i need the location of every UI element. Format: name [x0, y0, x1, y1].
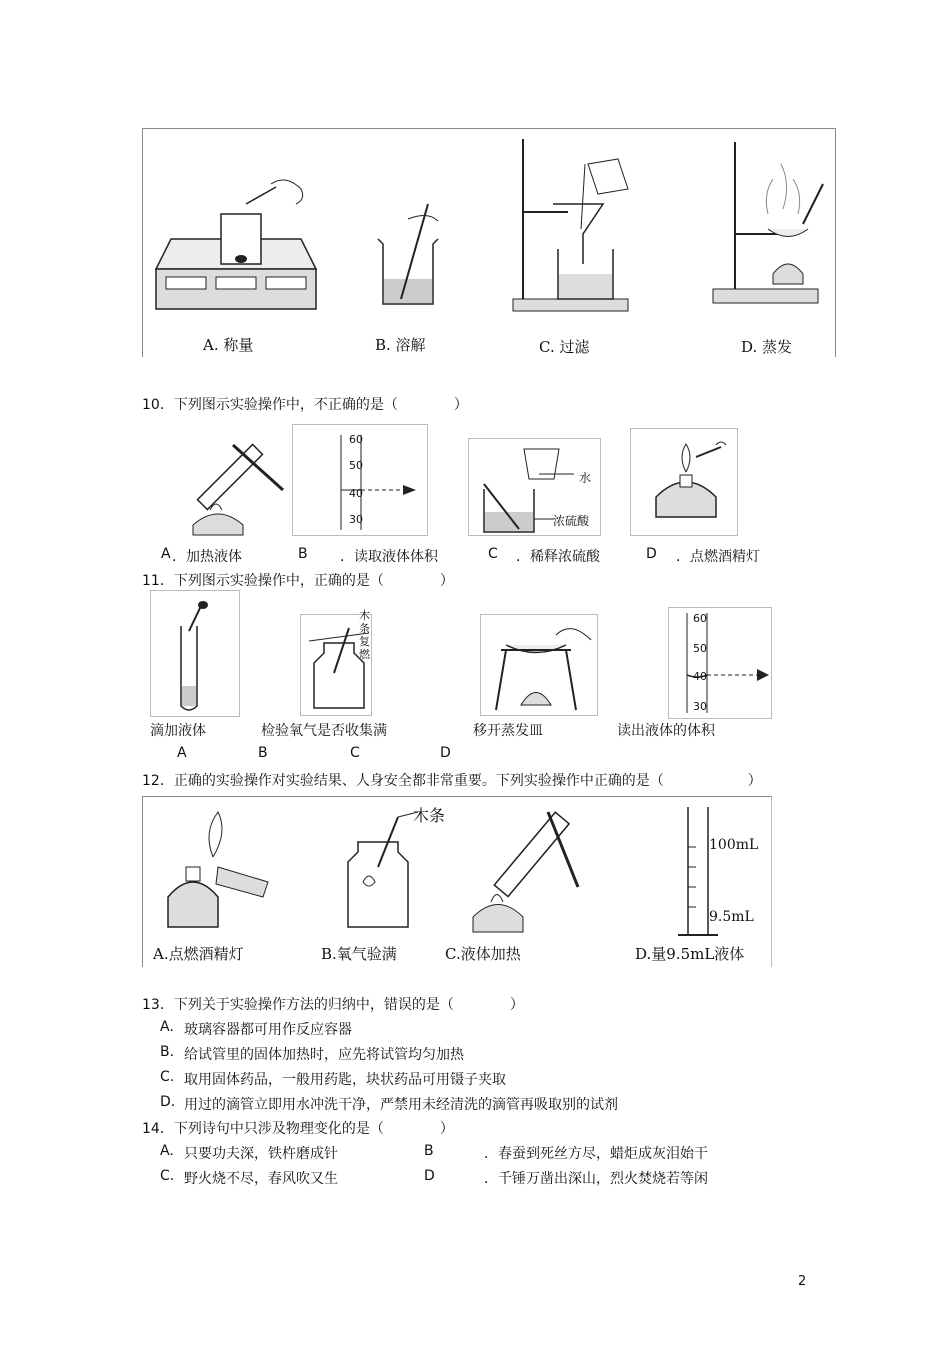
q14-option-b-letter: B	[424, 1143, 434, 1159]
q13-option-b-letter: B.	[160, 1044, 175, 1060]
heating-liquid-illustration	[188, 430, 288, 540]
q11-a-frame	[150, 590, 240, 717]
fig9-caption-c: C. 过滤	[539, 338, 590, 356]
q13-option-c-letter: C.	[160, 1069, 175, 1085]
q10-tick-50: 50	[349, 459, 363, 472]
q13-option-b-text: 给试管里的固体加热时，应先将试管均匀加热	[184, 1047, 464, 1063]
q10-option-a-letter: A	[161, 546, 171, 562]
q14-option-d-text: ．千锤万凿出深山，烈火焚烧若等闲	[484, 1171, 708, 1187]
q11-letter-c: C	[350, 745, 360, 761]
q11-letter-b: B	[258, 745, 268, 761]
cylinder-read-illustration	[687, 613, 772, 713]
dropper-tube-illustration	[171, 601, 221, 713]
q14-option-c-letter: C.	[160, 1168, 175, 1184]
q12-vol100-label: 100mL	[709, 837, 759, 853]
q12-caption-a: A.点燃酒精灯	[153, 945, 244, 963]
q14-option-d-letter: D	[424, 1168, 435, 1184]
q14-option-a-text: 只要功夫深，铁杵磨成针	[184, 1146, 338, 1162]
lamp-to-lamp-illustration	[158, 812, 283, 932]
q12-panel	[142, 796, 772, 967]
fig9-panel	[142, 128, 836, 357]
q10-option-b-letter: B	[298, 546, 308, 562]
q12-vol95-label: 9.5mL	[709, 909, 754, 925]
q10-option-b-text: ．读取液体体积	[340, 549, 438, 565]
q10-tick-40: 40	[349, 487, 363, 500]
fig9-caption-b: B. 溶解	[375, 336, 426, 354]
beaker-stir-illustration	[373, 199, 443, 309]
tube-heating-illustration	[463, 807, 583, 937]
q11-name-c: 移开蒸发皿	[473, 723, 543, 739]
filtration-illustration	[513, 134, 663, 314]
q13-option-a-text: 玻璃容器都可用作反应容器	[184, 1022, 352, 1038]
q10-c-frame	[468, 438, 601, 536]
q10-water-label: 水	[579, 471, 592, 485]
q11-stem: 11．下列图示实验操作中，正确的是（ ）	[142, 573, 454, 589]
q14-option-b-text: ．春蚕到死丝方尽，蜡炬成灰泪始干	[484, 1146, 708, 1162]
q11-tick-30: 30	[693, 700, 707, 713]
q11-name-d: 读出液体的体积	[617, 723, 715, 739]
q13-option-a-letter: A.	[160, 1019, 174, 1035]
fig9-caption-d: D. 蒸发	[741, 338, 793, 356]
q12-caption-b: B.氧气验满	[321, 945, 397, 963]
q13-option-c-text: 取用固体药品，一般用药匙，块状药品可用镊子夹取	[184, 1072, 506, 1088]
q11-b-frame	[300, 609, 372, 716]
q12-stem: 12．正确的实验操作对实验结果、人身安全都非常重要。下列实验操作中正确的是（ ）	[142, 773, 762, 789]
q10-option-d-text: ．点燃酒精灯	[676, 549, 760, 565]
q12-caption-d: D.量9.5mL液体	[635, 945, 745, 963]
evaporation-illustration	[713, 134, 833, 314]
q10-b-frame	[292, 424, 428, 536]
fig9-caption-a: A. 称量	[203, 336, 254, 354]
q13-option-d-letter: D.	[160, 1094, 176, 1110]
page-number: 2	[798, 1274, 807, 1289]
balance-illustration	[151, 169, 311, 319]
q11-letter-d: D	[440, 745, 451, 761]
q10-option-d-letter: D	[646, 546, 657, 562]
q11-stick-label: 木条复燃	[359, 609, 370, 661]
q11-c-frame	[480, 614, 598, 716]
q10-option-c-text: ．稀释浓硫酸	[516, 549, 600, 565]
remove-dish-illustration	[486, 620, 596, 715]
lamp-lighting-illustration	[646, 437, 726, 532]
q11-name-b: 检验氧气是否收集满	[261, 723, 387, 739]
q11-name-a: 滴加液体	[150, 723, 206, 739]
q10-d-frame	[630, 428, 738, 536]
q11-tick-50: 50	[693, 642, 707, 655]
q10-stem: 10．下列图示实验操作中，不正确的是（ ）	[142, 397, 468, 413]
q14-option-c-text: 野火烧不尽，春风吹又生	[184, 1171, 338, 1187]
q10-option-c-letter: C	[488, 546, 498, 562]
q11-tick-60: 60	[693, 612, 707, 625]
q13-option-d-text: 用过的滴管立即用水冲洗干净，严禁用未经清洗的滴管再吸取别的试剂	[184, 1097, 618, 1113]
q12-stick-label: 木条	[413, 806, 446, 825]
q10-option-a-text: ．加热液体	[172, 549, 242, 565]
q12-caption-c: C.液体加热	[445, 945, 521, 963]
q13-stem: 13．下列关于实验操作方法的归纳中，错误的是（ ）	[142, 997, 524, 1013]
q11-d-frame	[668, 607, 772, 719]
q11-tick-40: 40	[693, 670, 707, 683]
q11-letter-a: A	[177, 745, 187, 761]
q10-tick-60: 60	[349, 433, 363, 446]
q10-acid-label: 浓硫酸	[553, 514, 590, 528]
q14-option-a-letter: A.	[160, 1143, 174, 1159]
q10-tick-30: 30	[349, 513, 363, 526]
q14-stem: 14．下列诗句中只涉及物理变化的是（ ）	[142, 1121, 454, 1137]
